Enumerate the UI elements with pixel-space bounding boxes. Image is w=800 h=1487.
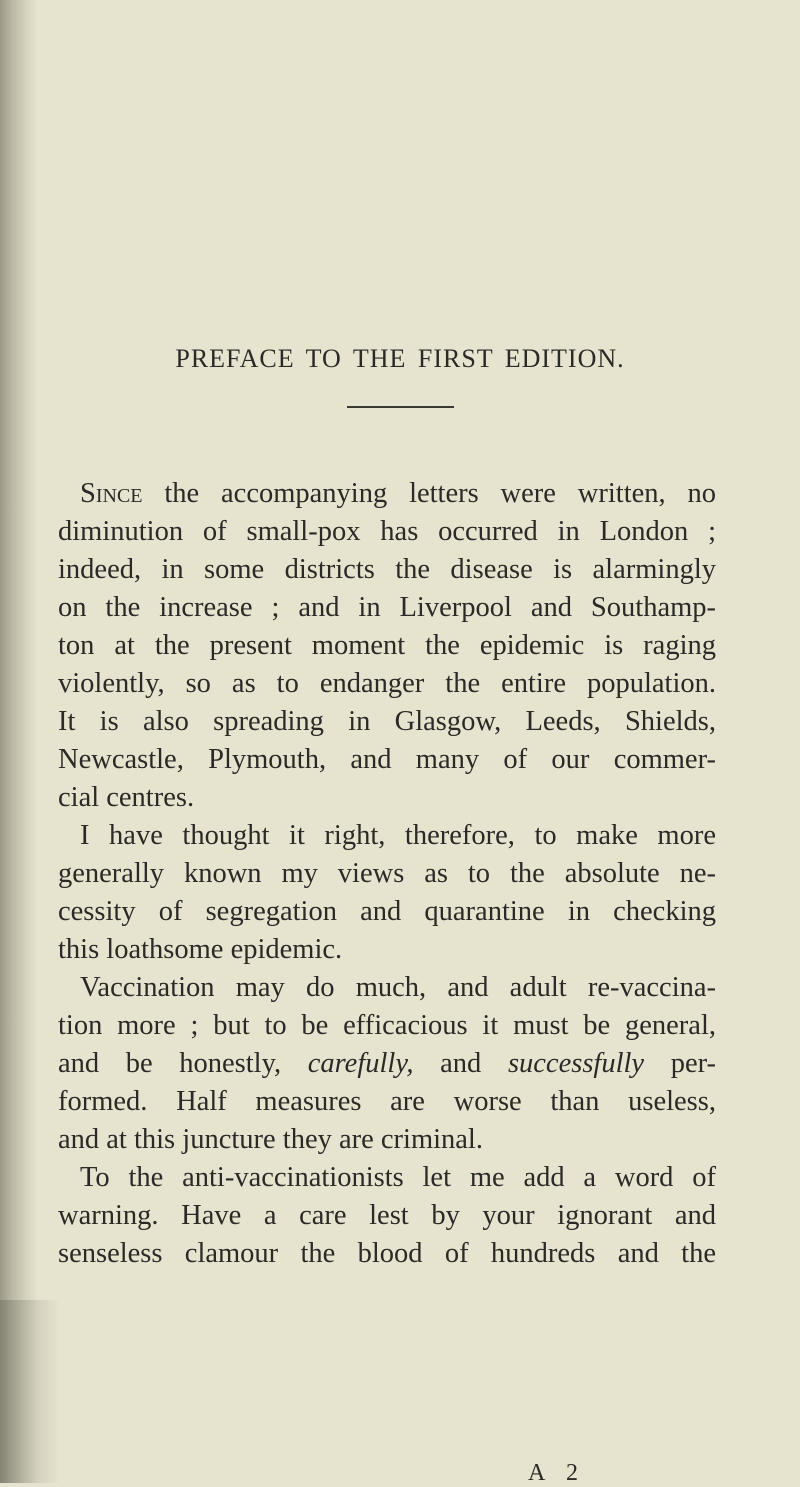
line-text: and [413,1048,508,1079]
text-line: warning. Have a care lest by your ignorant and [58,1200,716,1231]
text-line: It is also spreading in Glasgow, Leeds, Shields, [58,706,716,737]
page-edge-shadow-bottom [0,1300,60,1483]
text-line: diminution of small-pox has occurred in London ; [58,516,716,547]
text-line: indeed, in some districts the disease is alarmingly [58,554,716,585]
emphasis-text: carefully, [307,1048,414,1079]
text-line: Vaccination may do much, and adult re-vaccina- [80,972,716,1003]
running-head: PREFACE TO THE FIRST EDITION. [175,344,625,373]
text-line: I have thought it right, therefore, to make more [80,820,716,851]
page-edge-shadow [0,0,38,1483]
lead-word: Since [80,478,143,509]
text-line: and at this juncture they are criminal. [58,1124,483,1155]
line-text: and be honestly, [58,1048,308,1079]
text-line: cessity of segregation and quarantine in checking [58,896,716,927]
text-line: formed. Half measures are worse than useless, [58,1086,716,1117]
line-text: per- [644,1048,717,1079]
text-line: violently, so as to endanger the entire population. [58,668,716,699]
text-line [58,475,716,513]
text-line: To the anti-vaccinationists let me add a word of [80,1162,716,1193]
heading-rule [347,406,454,408]
text-line: cial centres. [58,782,195,813]
body-text [58,475,716,1273]
text-line: senseless clamour the blood of hundreds and the [58,1238,716,1269]
signature-mark: A 2 [528,1460,587,1486]
text-line: generally known my views as to the absolute ne- [58,858,716,889]
text-line: tion more ; but to be efficacious it must be general, [58,1010,716,1041]
text-line: this loathsome epidemic. [58,934,343,965]
text-line: on the increase ; and in Liverpool and Southamp- [58,592,716,623]
emphasis-text: successfully [507,1048,645,1079]
text-line: Newcastle, Plymouth, and many of our commer- [58,744,716,775]
text-line [58,1045,716,1083]
text-line: ton at the present moment the epidemic is raging [58,630,716,661]
line-text: the accompanying letters were written, no [142,478,716,509]
